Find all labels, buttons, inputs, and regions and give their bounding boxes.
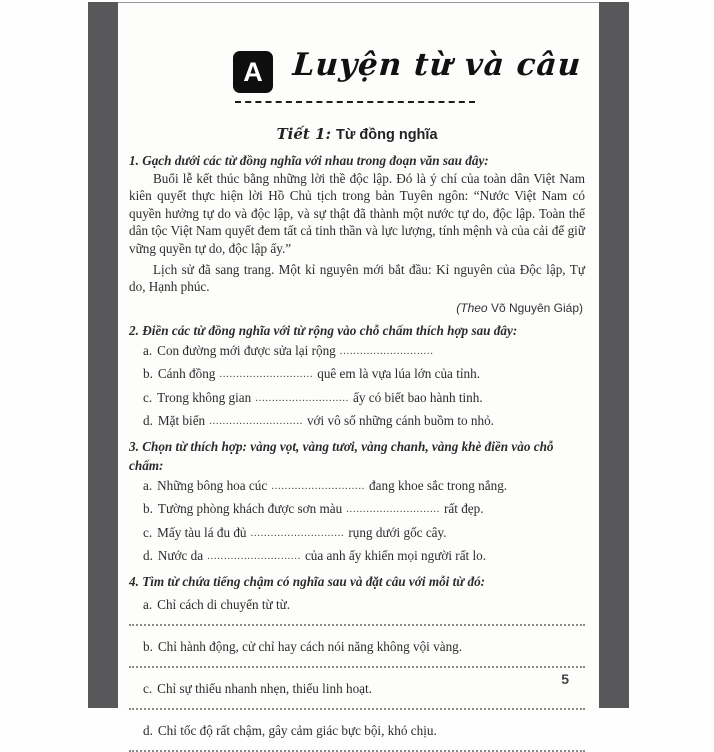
dashed-underline	[235, 101, 475, 103]
exercise1-paragraph1: Buổi lễ kết thúc bằng những lời thề độc lập. Đó là ý chí của toàn dân Việt Nam kiên quyết thực hiện lời Hồ Chủ tịch trong bản Tuyên ngôn: “Nước Việt Nam có quyền hưởng tự do và độc lập, và sự thật đã thành một nước tự do, độc lập. Toàn thể dân tộc Việt Nam quyết đem tất cả tinh thần và lực lượng, tính mệnh và của cải để giữ vững quyền tự do, độc lập ấy.”	[129, 171, 585, 256]
item-label: d.	[143, 413, 153, 429]
exercise2-item-c	[129, 387, 585, 411]
exercise2-item-d	[129, 410, 585, 434]
blank-dots: ............................	[209, 415, 303, 428]
item-text: Chỉ tốc độ rất chậm, gây cảm giác bực bội, khó chịu.	[157, 722, 437, 738]
item-text: Mấy tàu lá đu đủ	[157, 524, 247, 540]
lesson-title	[129, 125, 585, 145]
exercise1-paragraph2: Lịch sử đã sang trang. Một kỉ nguyên mới bắt đầu: Kỉ nguyên của Độc lập, Tự do, Hạnh phúc.	[129, 262, 585, 295]
exercise1-heading: 1. Gạch dưới các từ đồng nghĩa với nhau trong đoạn văn sau đây:	[129, 153, 489, 168]
item-label: d.	[143, 548, 153, 564]
workbook-page	[118, 2, 599, 738]
item-text: Những bông hoa cúc	[157, 477, 268, 493]
exercise2-item-b	[129, 363, 585, 387]
section-badge: A	[233, 51, 273, 93]
blank-dots: ............................	[271, 479, 366, 492]
section-header	[129, 47, 585, 123]
item-label: b.	[143, 366, 153, 382]
answer-line	[129, 708, 585, 710]
item-text: Mặt biển	[157, 413, 206, 429]
item-text: quê em là vựa lúa lớn của tỉnh.	[317, 366, 481, 382]
blank-dots: ............................	[250, 526, 345, 539]
item-text: Chỉ sự thiếu nhanh nhẹn, thiếu linh hoạt.	[157, 680, 372, 696]
item-label: d.	[143, 722, 153, 738]
right-frame-bar	[599, 2, 629, 708]
exercise4-item-c	[129, 679, 585, 698]
attribution-prefix: (Theo	[456, 300, 488, 315]
item-text: rất đẹp.	[443, 501, 484, 517]
blank-dots: ............................	[219, 368, 314, 381]
item-text: Trong không gian	[157, 389, 252, 405]
left-frame-bar	[88, 2, 118, 708]
blank-dots: ............................	[339, 344, 434, 357]
answer-line	[129, 666, 585, 668]
item-label: a.	[143, 477, 153, 493]
blank-dots: ............................	[207, 550, 301, 563]
exercise3-heading: 3. Chọn từ thích hợp: vàng vọt, vàng tươi, vàng chanh, vàng khè điền vào chỗ chấm:	[129, 438, 554, 473]
exercise3-item-b	[129, 498, 585, 522]
item-text: Chỉ hành động, cử chỉ hay cách nói năng không vội vàng.	[157, 638, 463, 654]
item-text: Tường phòng khách được sơn màu	[157, 501, 343, 517]
item-text: rụng dưới gốc cây.	[348, 524, 447, 540]
exercise4-heading: 4. Tìm từ chứa tiếng chậm có nghĩa sau và đặt câu với mỗi từ đó:	[129, 573, 486, 589]
item-label: a.	[143, 596, 153, 612]
item-label: c.	[143, 680, 153, 696]
item-label: b.	[143, 501, 153, 517]
answer-line	[129, 624, 585, 626]
exercise2-item-a	[129, 340, 585, 364]
item-label: c.	[143, 389, 153, 405]
exercise4-item-a	[129, 595, 585, 614]
attribution	[129, 298, 583, 318]
exercise3-item-d	[129, 545, 585, 569]
item-text: Con đường mới được sửa lại rộng	[157, 342, 336, 358]
item-text: Nước da	[157, 548, 204, 564]
item-text: ấy có biết bao hành tinh.	[353, 389, 483, 405]
blank-dots: ............................	[346, 503, 440, 516]
item-text: của anh ấy khiến mọi người rất lo.	[304, 548, 487, 564]
lesson-number: Tiết 1:	[276, 125, 331, 143]
exercise4-item-b	[129, 637, 585, 656]
attribution-name: Võ Nguyên Giáp)	[487, 300, 583, 315]
item-text: với vô số những cánh buồm to nhỏ.	[306, 413, 494, 429]
item-label: a.	[143, 342, 153, 358]
item-label: b.	[143, 638, 153, 654]
item-text: đang khoe sắc trong nắng.	[369, 477, 508, 493]
blank-dots: ............................	[255, 391, 350, 404]
lesson-name: Từ đồng nghĩa	[336, 127, 438, 143]
exercise2-heading: 2. Điền các từ đồng nghĩa với từ rộng vào chỗ chấm thích hợp sau đây:	[129, 322, 518, 338]
exercise4	[129, 572, 585, 752]
item-text: Cánh đồng	[157, 366, 216, 382]
item-text: Chỉ cách di chuyển từ từ.	[157, 596, 291, 612]
exercise3-item-a	[129, 475, 585, 499]
exercise4-item-d	[129, 721, 585, 740]
section-title: Luyện từ và câu	[291, 47, 583, 83]
page-number: 5	[561, 671, 569, 687]
item-label: c.	[143, 524, 153, 540]
exercise3-item-c	[129, 522, 585, 546]
